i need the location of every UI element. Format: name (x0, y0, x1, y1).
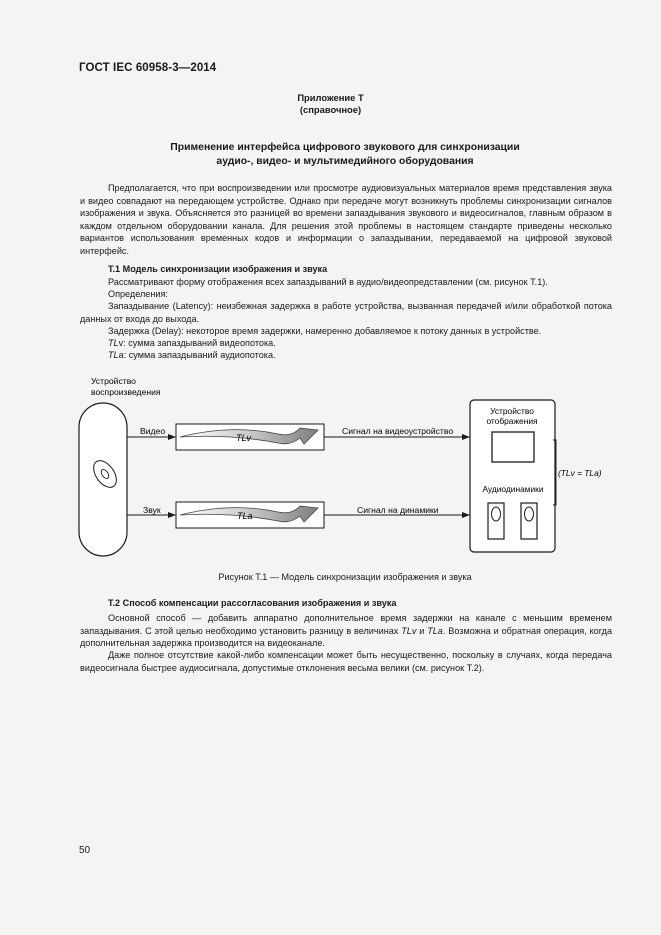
section1-p4 (80, 325, 612, 338)
intro-paragraph (80, 182, 612, 258)
left-speaker-icon (488, 503, 504, 539)
annex-title-line1: Применение интерфейса цифрового звукового для синхронизации (170, 142, 520, 153)
section1-p4-text: Задержка (Delay): некоторое время задержки, намеренно добавляемое к потоку данных в устройстве. (108, 326, 542, 336)
tla-term: TL (108, 350, 119, 360)
audio-signal-label: Сигнал на динамики (357, 505, 439, 515)
section1-p5 (80, 337, 612, 350)
section2-p1-a: Основной способ — добавить аппаратно дополнительное время задержки на канале с меньшим временем запаздывания. С этой целью необходимо установить разницу в величинах (80, 613, 612, 636)
video-latency-label: TLv (236, 433, 252, 443)
section2-p2-text: Даже полное отсутствие какой-либо компенсации может быть несущественно, поскольку в случаях, когда передача видеосигнала быстрее аудиосигнала, допустимые отклонения весьма велики (см. рисунок Т.2). (80, 650, 612, 673)
section2-p1-c: . Возможна и обратная операция, когда дополнительная задержка производится на видеоканале. (80, 625, 612, 649)
figure-sync-model (0, 370, 661, 570)
section2-tla: TLa (427, 625, 443, 636)
figure-caption: Рисунок Т.1 — Модель синхронизации изображения и звука (218, 572, 472, 582)
annex-type: (справочное) (299, 104, 362, 115)
section1-p1 (80, 276, 612, 289)
section1-p2-text: Определения: (108, 289, 168, 299)
section1-p2 (80, 288, 612, 301)
section1-p3 (80, 300, 612, 325)
screen-icon (492, 432, 534, 462)
speakers-label: Аудиодинамики (482, 484, 544, 494)
section1-p3-text: Запаздывание (Latency): неизбежная задержка в работе устройства, вызванная передачей и/или обработкой потока данных от входа до выхода. (80, 301, 612, 324)
source-label-line1: Устройство (91, 376, 136, 386)
display-label-line1: Устройство (490, 406, 534, 416)
tlv-sub: v (118, 338, 124, 348)
section1-p1-text: Рассматривают форму отображения всех запаздываний в аудио/видеопредставлении (см. рисунок Т.1). (108, 277, 548, 287)
intro-text: Предполагается, что при воспроизведении или просмотре аудиовизуальных материалов время представления звука и видео совпадают на передающем устройстве. Однако при передаче могут возникнуть проблемы синхронизации сигналов изображения и звука. Объясняется это разницей во времени запаздывания звукового и видеосигналов, главным образом в каждом отдельном оборудовании канала. Для решения этой проблемы в настоящем стандарте приведены несколько вариантов использования временных кодов и информации о запаздывании, передаваемой на цифровой звуковой интерфейс. (80, 183, 612, 256)
section1-p6 (80, 349, 612, 362)
audio-latency-label: TLa (237, 511, 253, 521)
right-speaker-icon (521, 503, 537, 539)
standard-code: ГОСТ IEC 60958-3—2014 (79, 62, 217, 74)
annex-label: Приложение Т (297, 92, 364, 103)
section2-p1-b: и (416, 625, 428, 636)
video-label: Видео (140, 426, 166, 436)
section2-tlv: TLv (401, 625, 417, 636)
display-label-line2: отображения (486, 416, 538, 426)
equality-label: (TLv = TLa) (558, 468, 602, 478)
source-label-line2: воспроизведения (91, 387, 161, 397)
audio-label: Звук (143, 505, 161, 515)
section2-heading: Т.2 Способ компенсации рассогласования изображения и звука (108, 598, 397, 608)
page-number: 50 (79, 845, 91, 856)
tlv-term: TL (108, 338, 119, 348)
tlv-def: : сумма запаздываний видеопотока. (123, 338, 276, 348)
section1-heading: Т.1 Модель синхронизации изображения и звука (108, 264, 328, 274)
tla-sub: a (118, 350, 124, 360)
section2-p2 (80, 649, 612, 674)
video-signal-label: Сигнал на видеоустройство (342, 426, 454, 436)
section2-p1 (80, 612, 612, 650)
tla-def: : сумма запаздываний аудиопотока. (123, 350, 276, 360)
annex-title-line2: аудио-, видео- и мультимедийного оборудования (216, 156, 474, 167)
